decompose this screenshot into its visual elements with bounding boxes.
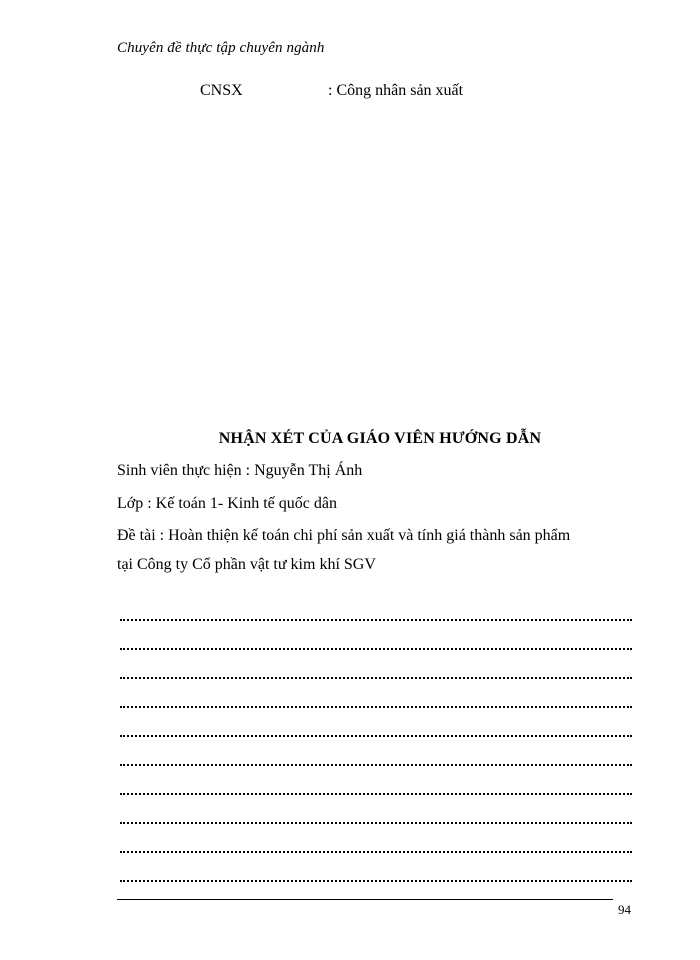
blank-dotted-line [120, 716, 632, 745]
abbreviation-definition: : Công nhân sản xuất [328, 82, 464, 99]
footer-rule [117, 899, 613, 900]
running-header: Chuyên đề thực tập chuyên ngành [117, 40, 325, 56]
blank-dotted-line [120, 774, 632, 803]
student-name-line: Sinh viên thực hiện : Nguyễn Thị Ánh [117, 462, 363, 479]
comment-blank-lines [120, 600, 632, 890]
blank-dotted-line [120, 687, 632, 716]
blank-dotted-line [120, 745, 632, 774]
page-number: 94 [618, 902, 631, 917]
class-line: Lớp : Kế toán 1- Kinh tế quốc dân [117, 495, 337, 512]
blank-dotted-line [120, 658, 632, 687]
topic-line-2: tại Công ty Cổ phần vật tư kim khí SGV [117, 556, 376, 573]
blank-dotted-line [120, 629, 632, 658]
topic-line-1: Đề tài : Hoàn thiện kế toán chi phí sản xuất và tính giá thành sản phẩm [117, 527, 571, 544]
blank-dotted-line [120, 832, 632, 861]
blank-dotted-line [120, 803, 632, 832]
blank-dotted-line [120, 861, 632, 890]
comment-section-title: NHẬN XÉT CỦA GIÁO VIÊN HƯỚNG DẪN [218, 430, 542, 447]
abbreviation-entry [200, 82, 463, 100]
blank-dotted-line [120, 600, 632, 629]
abbreviation-term: CNSX [200, 82, 243, 99]
